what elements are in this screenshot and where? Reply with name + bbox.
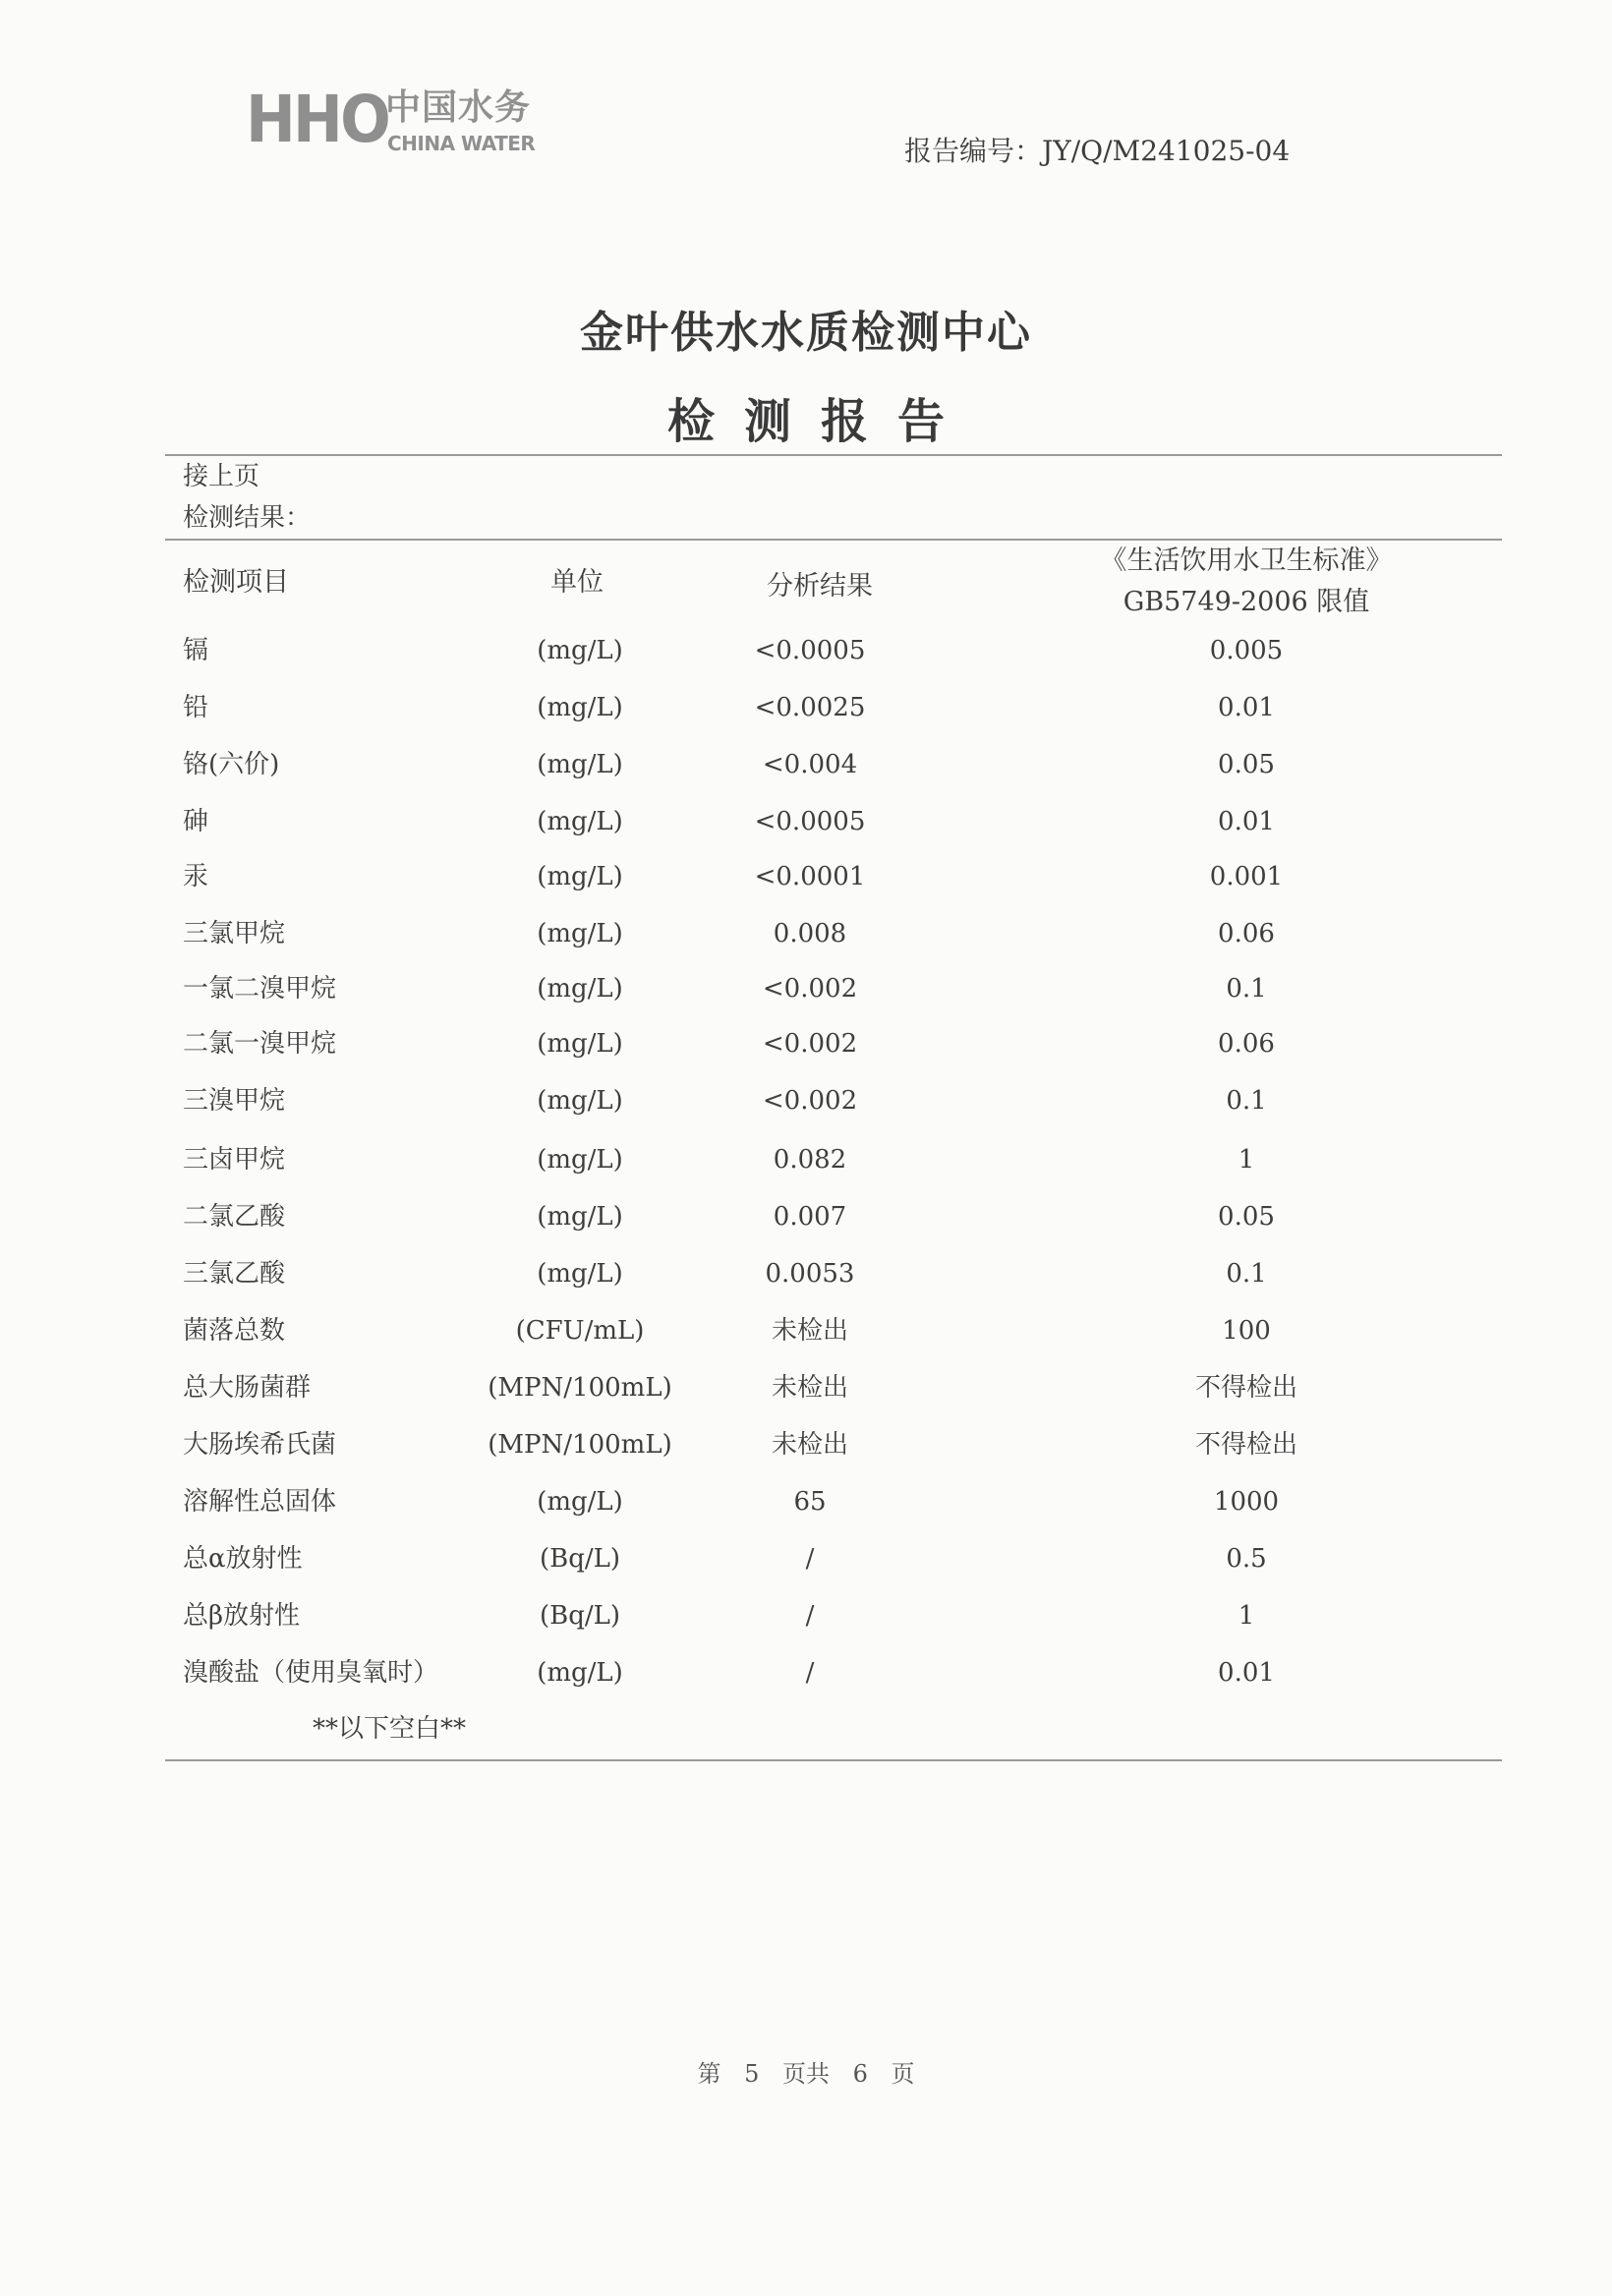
row-result: 0.008 [773, 919, 847, 948]
table-row [0, 1596, 1612, 1636]
row-item: 二氯一溴甲烷 [183, 1029, 337, 1059]
organization-title: 金叶供水水质检测中心 [580, 308, 1032, 358]
logo-mark: HHO [246, 82, 388, 157]
table-row [0, 802, 1612, 841]
results-label: 检测结果： [183, 503, 312, 533]
row-limit: 0.06 [1218, 919, 1275, 948]
table-row [0, 1653, 1612, 1693]
divider-top [165, 454, 1502, 456]
table-row [0, 1311, 1612, 1350]
row-unit: (mg/L) [537, 636, 623, 665]
row-result: <0.0025 [754, 693, 866, 722]
standard-code: GB5749-2006 限值 [1123, 587, 1370, 617]
row-limit: 不得检出 [1194, 1373, 1297, 1403]
row-result: 65 [793, 1487, 827, 1517]
row-item: 总α放射性 [183, 1544, 303, 1574]
row-item: 菌落总数 [183, 1316, 286, 1346]
row-item: 铅 [183, 693, 209, 722]
table-row [0, 1482, 1612, 1521]
row-limit: 0.01 [1218, 1658, 1275, 1688]
row-result: 未检出 [771, 1373, 848, 1403]
row-limit: 0.05 [1218, 750, 1275, 779]
table-row [0, 914, 1612, 953]
row-limit: 1 [1238, 1145, 1255, 1175]
table-row [0, 1024, 1612, 1063]
row-item: 三溴甲烷 [183, 1086, 286, 1116]
row-limit: 100 [1222, 1316, 1271, 1346]
row-unit: (mg/L) [537, 750, 623, 779]
row-item: 一氯二溴甲烷 [183, 974, 337, 1004]
row-result: <0.0005 [754, 636, 866, 665]
page-footer: 第 5 页共 6 页 [697, 2060, 915, 2088]
row-limit: 0.5 [1226, 1544, 1267, 1574]
row-result: 0.007 [773, 1202, 847, 1232]
row-unit: (mg/L) [537, 919, 623, 948]
table-row [0, 1425, 1612, 1464]
row-unit: (mg/L) [537, 1259, 623, 1289]
row-unit: (mg/L) [537, 974, 623, 1004]
row-item: 溶解性总固体 [183, 1487, 337, 1517]
row-unit: (mg/L) [537, 1487, 623, 1517]
row-result: / [805, 1544, 815, 1574]
row-unit: (MPN/100mL) [488, 1373, 672, 1403]
table-row [0, 1140, 1612, 1179]
row-result: 0.082 [773, 1145, 847, 1175]
report-number: 报告编号：JY/Q/M241025-04 [904, 135, 1291, 167]
row-limit: 0.01 [1218, 693, 1275, 722]
row-item: 溴酸盐（使用臭氧时） [183, 1658, 439, 1688]
continued-label: 接上页 [183, 462, 260, 491]
table-row [0, 745, 1612, 784]
row-limit: 0.005 [1209, 636, 1284, 665]
row-unit: (MPN/100mL) [488, 1430, 672, 1460]
row-item: 铬(六价) [183, 750, 280, 779]
row-result: <0.002 [762, 974, 858, 1004]
table-row [0, 1254, 1612, 1293]
table-row [0, 1368, 1612, 1407]
row-unit: (mg/L) [537, 1086, 623, 1116]
table-row [0, 857, 1612, 896]
row-unit: (Bq/L) [539, 1601, 621, 1631]
table-row [0, 969, 1612, 1008]
row-item: 三氯乙酸 [183, 1259, 286, 1289]
row-item: 大肠埃希氏菌 [183, 1430, 337, 1460]
row-limit: 0.1 [1226, 1259, 1267, 1289]
row-limit: 0.1 [1226, 974, 1267, 1004]
column-header-result: 分析结果 [767, 571, 873, 602]
table-row [0, 1197, 1612, 1236]
row-item: 总大肠菌群 [183, 1373, 312, 1403]
row-result: 未检出 [771, 1316, 848, 1346]
row-item: 总β放射性 [183, 1601, 301, 1631]
standard-name: 《生活饮用水卫生标准》 [1100, 545, 1393, 576]
divider-bottom [165, 1759, 1502, 1761]
row-result: <0.0001 [754, 862, 866, 891]
row-unit: (mg/L) [537, 1145, 623, 1175]
table-row [0, 1539, 1612, 1578]
logo-english-name: CHINA WATER [387, 132, 536, 155]
row-result: <0.002 [762, 1086, 858, 1116]
row-unit: (CFU/mL) [515, 1316, 645, 1346]
row-limit: 1 [1238, 1601, 1255, 1631]
row-result: / [805, 1601, 815, 1631]
row-unit: (mg/L) [537, 1202, 623, 1232]
column-header-standard [1050, 541, 1443, 623]
row-limit: 0.06 [1218, 1029, 1275, 1059]
row-limit: 0.01 [1218, 807, 1275, 836]
row-item: 三氯甲烷 [183, 919, 286, 948]
row-limit: 0.001 [1209, 862, 1284, 891]
row-limit: 不得检出 [1194, 1430, 1297, 1460]
column-header-item: 检测项目 [183, 567, 289, 598]
row-result: <0.0005 [754, 807, 866, 836]
row-result: <0.002 [762, 1029, 858, 1059]
row-limit: 1000 [1213, 1487, 1280, 1517]
row-item: 镉 [183, 636, 209, 665]
row-item: 三卤甲烷 [183, 1145, 286, 1175]
row-limit: 0.1 [1226, 1086, 1267, 1116]
row-unit: (mg/L) [537, 1658, 623, 1688]
row-item: 二氯乙酸 [183, 1202, 286, 1232]
row-limit: 0.05 [1218, 1202, 1275, 1232]
row-result: <0.004 [762, 750, 858, 779]
row-unit: (mg/L) [537, 1029, 623, 1059]
company-logo [246, 81, 560, 169]
logo-chinese-name: 中国水务 [385, 87, 532, 128]
row-result: / [805, 1658, 815, 1688]
document-title: 检测报告 [666, 394, 974, 449]
row-unit: (mg/L) [537, 807, 623, 836]
end-note: **以下空白** [313, 1714, 467, 1744]
column-header-unit: 单位 [550, 567, 604, 598]
row-unit: (Bq/L) [539, 1544, 621, 1574]
row-item: 砷 [183, 807, 209, 836]
row-unit: (mg/L) [537, 693, 623, 722]
row-item: 汞 [183, 862, 209, 891]
table-row [0, 1081, 1612, 1120]
row-result: 0.0053 [765, 1259, 855, 1289]
row-unit: (mg/L) [537, 862, 623, 891]
table-row [0, 631, 1612, 670]
table-row [0, 688, 1612, 727]
row-result: 未检出 [771, 1430, 848, 1460]
